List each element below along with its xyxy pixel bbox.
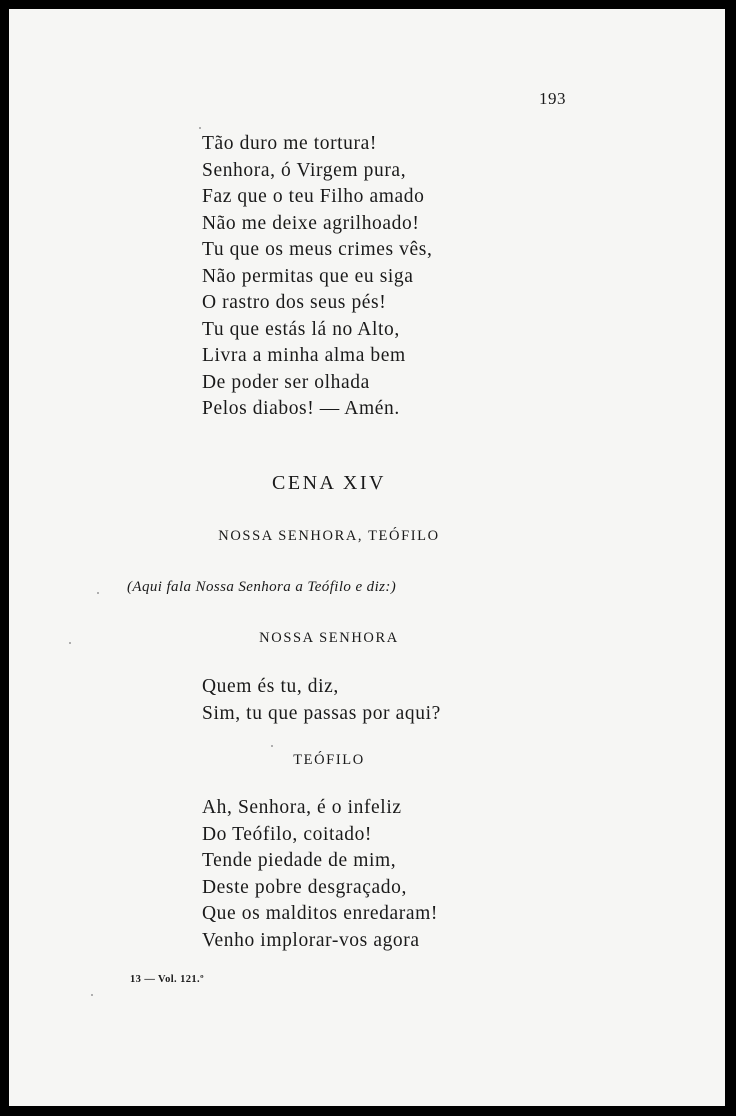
verse-line: Senhora, ó Virgem pura, — [202, 159, 407, 181]
verse-block-3 — [202, 795, 438, 954]
verse-line: Deste pobre desgraçado, — [202, 876, 407, 898]
print-speck — [199, 127, 201, 129]
verse-line: Tão duro me tortura! — [202, 133, 377, 154]
stage-direction: (Aqui fala Nossa Senhora a Teófilo e diz:) — [127, 579, 397, 595]
speaker-name: NOSSA SENHORA — [259, 630, 399, 646]
scene-heading: CENA XIV — [272, 472, 386, 494]
verse-block-2 — [202, 674, 441, 727]
print-speck — [271, 745, 273, 747]
verse-line: Faz que o teu Filho amado — [202, 186, 425, 207]
verse-line: Do Teófilo, coitado! — [202, 823, 373, 845]
verse-line: Tu que estás lá no Alto, — [202, 318, 400, 340]
verse-line: Venho implorar-vos agora — [202, 929, 420, 951]
verse-block-1 — [202, 131, 432, 423]
verse-line: Tu que os meus crimes vês, — [202, 239, 433, 260]
print-speck — [91, 994, 93, 996]
page-number: 193 — [539, 89, 566, 108]
footer-signature: 13 — Vol. 121.º — [130, 974, 204, 985]
scene-characters: NOSSA SENHORA, TEÓFILO — [218, 528, 440, 544]
print-speck — [69, 642, 71, 644]
verse-line: Não permitas que eu siga — [202, 265, 414, 287]
verse-line: Tende piedade de mim, — [202, 850, 397, 871]
verse-line: Pelos diabos! — Amén. — [202, 398, 400, 419]
verse-line: Ah, Senhora, é o infeliz — [202, 797, 402, 818]
print-speck — [97, 592, 99, 594]
verse-line: Que os malditos enredaram! — [202, 903, 438, 924]
verse-line: Não me deixe agrilhoado! — [202, 212, 420, 234]
verse-line: Quem és tu, diz, — [202, 676, 339, 697]
book-page — [9, 9, 725, 1106]
verse-line: De poder ser olhada — [202, 371, 370, 393]
verse-line: Livra a minha alma bem — [202, 345, 406, 366]
verse-line: O rastro dos seus pés! — [202, 292, 387, 313]
speaker-name: TEÓFILO — [293, 752, 365, 768]
verse-line: Sim, tu que passas por aqui? — [202, 702, 441, 724]
